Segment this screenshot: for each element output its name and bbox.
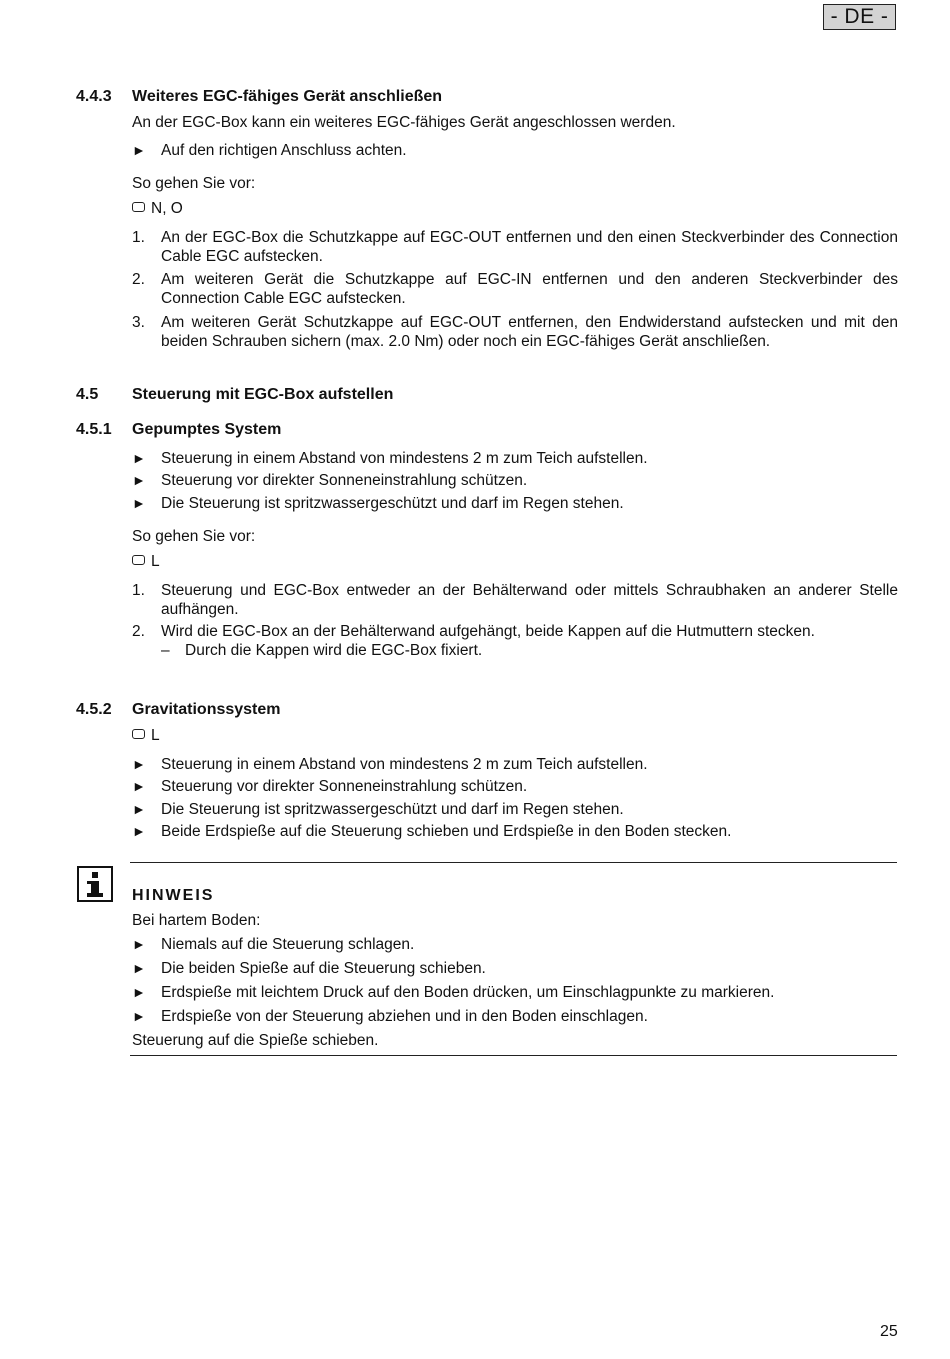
bullet-arrow-icon: ► <box>132 936 146 952</box>
bullet-text: Niemals auf die Steuerung schlagen. <box>161 936 415 953</box>
figure-reference <box>132 552 160 571</box>
section-number: 4.5.2 <box>76 701 112 718</box>
step-number: 1. <box>132 229 145 246</box>
step-item <box>132 581 898 619</box>
section-number: 4.5.1 <box>76 421 112 438</box>
figure-reference <box>132 726 160 745</box>
section-title: Gepumptes System <box>132 421 282 438</box>
bullet-item <box>132 800 898 819</box>
figure-ref-text: L <box>151 553 160 570</box>
step-text: Am weiteren Gerät die Schutzkappe auf EGC-IN entfernen und den anderen Steckverbinder des Connection Cable EGC aufstecken. <box>161 271 898 307</box>
step-number: 2. <box>132 623 145 640</box>
result-dash: – <box>161 642 170 659</box>
bullet-text: Beide Erdspieße auf die Steuerung schieben und Erdspieße in den Boden stecken. <box>161 823 732 840</box>
bullet-item <box>132 755 898 774</box>
bullet-item <box>132 959 898 978</box>
notice-bottom-rule <box>130 1055 897 1056</box>
bullet-arrow-icon: ► <box>132 778 146 794</box>
step-number: 2. <box>132 271 145 288</box>
bullet-text: Steuerung in einem Abstand von mindestens 2 m zum Teich aufstellen. <box>161 450 648 467</box>
notice-intro: Bei hartem Boden: <box>132 912 261 929</box>
step-item <box>132 313 898 351</box>
bullet-item <box>132 822 898 841</box>
section-heading-4-5-2 <box>76 701 281 719</box>
bullet-text: Steuerung in einem Abstand von mindestens 2 m zum Teich aufstellen. <box>161 756 648 773</box>
bullet-text: Die Steuerung ist spritzwassergeschützt und darf im Regen stehen. <box>161 495 624 512</box>
step-number: 3. <box>132 314 145 331</box>
bullet-arrow-icon: ► <box>132 756 146 772</box>
section-number: 4.4.3 <box>76 88 112 105</box>
bullet-item <box>132 1007 898 1026</box>
bullet-arrow-icon: ► <box>132 960 146 976</box>
bullet-item <box>132 983 898 1002</box>
figure-ref-icon <box>132 555 145 565</box>
bullet-arrow-icon: ► <box>132 801 146 817</box>
notice-outro: Steuerung auf die Spieße schieben. <box>132 1032 379 1049</box>
bullet-arrow-icon: ► <box>132 450 146 466</box>
bullet-arrow-icon: ► <box>132 823 146 839</box>
section-intro: An der EGC-Box kann ein weiteres EGC-fähiges Gerät angeschlossen werden. <box>132 114 676 131</box>
step-text: Am weiteren Gerät Schutzkappe auf EGC-OUT entfernen, den Endwiderstand aufstecken und mit den beiden Schrauben sichern (max. 2.0 Nm) oder noch ein EGC-fähiges Gerät anschließen. <box>161 314 898 350</box>
step-item <box>132 622 898 641</box>
section-number: 4.5 <box>76 386 99 403</box>
step-item <box>132 228 898 266</box>
bullet-text: Steuerung vor direkter Sonneneinstrahlung schützen. <box>161 472 528 489</box>
bullet-text: Erdspieße von der Steuerung abziehen und in den Boden einschlagen. <box>161 1008 648 1025</box>
step-number: 1. <box>132 582 145 599</box>
section-title: Weiteres EGC-fähiges Gerät anschließen <box>132 88 443 105</box>
bullet-arrow-icon: ► <box>132 984 146 1000</box>
bullet-text: Steuerung vor direkter Sonneneinstrahlung schützen. <box>161 778 528 795</box>
figure-ref-icon <box>132 729 145 739</box>
info-icon <box>77 866 113 902</box>
step-text: An der EGC-Box die Schutzkappe auf EGC-OUT entfernen und den einen Steckverbinder des Connection Cable EGC aufstecken. <box>161 229 898 265</box>
bullet-arrow-icon: ► <box>132 1008 146 1024</box>
section-title: Steuerung mit EGC-Box aufstellen <box>132 386 394 403</box>
language-badge: - DE - <box>823 4 896 30</box>
figure-ref-text: L <box>151 727 160 744</box>
step-text: Steuerung und EGC-Box entweder an der Behälterwand oder mittels Schraubhaken an anderer Stelle aufhängen. <box>161 582 898 618</box>
bullet-text: Die Steuerung ist spritzwassergeschützt und darf im Regen stehen. <box>161 801 624 818</box>
page-number: 25 <box>880 1323 898 1340</box>
bullet-text: Erdspieße mit leichtem Druck auf den Boden drücken, um Einschlagpunkte zu markieren. <box>161 984 775 1001</box>
step-item <box>132 270 898 308</box>
notice-title: HINWEIS <box>132 887 215 904</box>
procedure-label: So gehen Sie vor: <box>132 175 256 192</box>
bullet-item <box>132 471 898 490</box>
bullet-text: Die beiden Spieße auf die Steuerung schieben. <box>161 960 486 977</box>
step-text: Wird die EGC-Box an der Behälterwand aufgehängt, beide Kappen auf die Hutmuttern stecken. <box>161 623 815 640</box>
section-heading-4-5 <box>76 386 393 404</box>
bullet-item <box>132 777 898 796</box>
bullet-item <box>132 494 898 513</box>
bullet-text: Auf den richtigen Anschluss achten. <box>161 142 407 159</box>
bullet-arrow-icon: ► <box>132 472 146 488</box>
bullet-item <box>132 449 898 468</box>
figure-reference <box>132 199 183 218</box>
bullet-arrow-icon: ► <box>132 142 146 158</box>
result-text: Durch die Kappen wird die EGC-Box fixiert. <box>185 642 483 659</box>
section-heading-4-4-3 <box>76 88 442 106</box>
figure-ref-text: N, O <box>151 200 183 217</box>
result-item <box>161 641 482 660</box>
section-title: Gravitationssystem <box>132 701 281 718</box>
bullet-item <box>132 141 898 160</box>
notice-top-rule <box>130 862 897 863</box>
section-heading-4-5-1 <box>76 421 281 439</box>
bullet-arrow-icon: ► <box>132 495 146 511</box>
bullet-item <box>132 935 898 954</box>
procedure-label: So gehen Sie vor: <box>132 528 256 545</box>
figure-ref-icon <box>132 202 145 212</box>
